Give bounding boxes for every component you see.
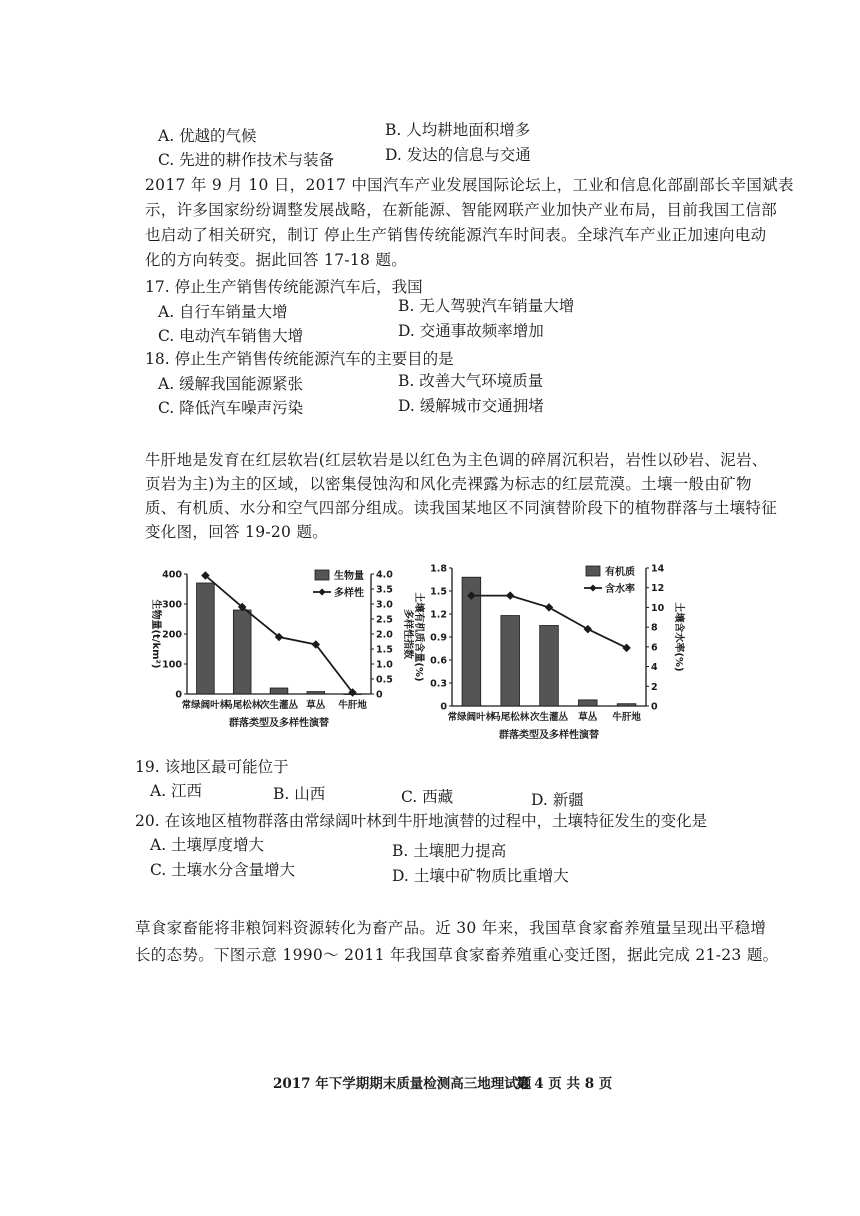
right-tick-label: 2.0 xyxy=(376,629,393,641)
right-tick-label: 14 xyxy=(651,563,665,575)
passage-line: 长的态势。下图示意 1990～ 2011 年我国草食家畜养殖重心变迁图，据此完成 21-23 题。 xyxy=(135,946,779,964)
q18-option-d: D. 缓解城市交通拥堵 xyxy=(398,397,544,415)
q16-option-a: A. 优越的气候 xyxy=(158,127,257,145)
category-label: 常绿阔叶林 xyxy=(447,712,496,723)
footer-title: 2017 年下学期期末质量检测高三地理试题 xyxy=(273,1076,532,1092)
right-tick-label: 2.5 xyxy=(376,614,393,626)
right-tick-label: 0.5 xyxy=(376,674,393,686)
bar-有机质 xyxy=(617,704,636,706)
legend-line-marker xyxy=(318,588,325,595)
q18-option-b: B. 改善大气环境质量 xyxy=(398,372,544,390)
passage-line: 草食家畜能将非粮饲料资源转化为畜产品。近 30 年来，我国草食家畜养殖量呈现出平稳增 xyxy=(135,919,767,937)
left-tick-label: 100 xyxy=(162,659,182,671)
right-tick-label: 10 xyxy=(651,602,665,614)
q16-option-d: D. 发达的信息与交通 xyxy=(385,146,531,164)
category-label: 次生灌丛 xyxy=(529,712,569,723)
q17-option-a: A. 自行车销量大增 xyxy=(158,303,288,321)
q19-option-b: B. 山西 xyxy=(273,785,326,803)
left-axis-title: 土壤有机质含量(%) xyxy=(413,592,424,682)
right-tick-label: 12 xyxy=(651,583,665,595)
right-tick-label: 0 xyxy=(651,701,658,713)
q16-option-b: B. 人均耕地面积增多 xyxy=(385,121,531,139)
right-tick-label: 1.0 xyxy=(376,659,393,671)
left-tick-label: 0 xyxy=(440,701,447,713)
bar-生物量 xyxy=(197,583,215,694)
passage-line: 变化图，回答 19-20 题。 xyxy=(145,523,329,541)
left-tick-label: 0.9 xyxy=(430,632,447,644)
biomass-diversity-chart xyxy=(145,556,413,746)
right-tick-label: 4 xyxy=(651,662,658,674)
q18-option-a: A. 缓解我国能源紧张 xyxy=(158,375,304,393)
right-tick-label: 2 xyxy=(651,681,658,693)
left-axis-title: 生物量(t/km²) xyxy=(150,599,161,669)
bar-有机质 xyxy=(578,700,597,706)
legend-bar-label: 生物量 xyxy=(334,571,364,582)
line-point-含水率 xyxy=(506,591,514,599)
q18-stem: 18. 停止生产销售传统能源汽车的主要目的是 xyxy=(145,350,454,368)
line-point-含水率 xyxy=(584,625,592,633)
q20-option-b: B. 土壤肥力提高 xyxy=(392,842,507,860)
line-point-含水率 xyxy=(545,603,553,611)
category-label: 马尾松林 xyxy=(223,700,262,711)
q17-option-c: C. 电动汽车销售大增 xyxy=(158,327,304,345)
footer-page-number: 第 4 页 共 8 页 xyxy=(516,1076,613,1092)
passage-line: 化的方向转变。据此回答 17-18 题。 xyxy=(145,251,408,269)
q19-option-a: A. 江西 xyxy=(150,782,203,800)
line-point-含水率 xyxy=(622,644,630,652)
left-tick-label: 1.8 xyxy=(430,563,447,575)
passage-line: 示，许多国家纷纷调整发展战略，在新能源、智能网联产业加快产业布局，目前我国工信部 xyxy=(145,201,778,219)
x-axis-title: 群落类型及多样性演替 xyxy=(499,730,599,741)
left-tick-label: 200 xyxy=(162,629,182,641)
right-tick-label: 0 xyxy=(376,689,383,701)
left-tick-label: 300 xyxy=(162,599,182,611)
legend-line-label: 多样性 xyxy=(334,588,364,599)
category-label: 牛肝地 xyxy=(338,700,367,711)
q18-option-c: C. 降低汽车噪声污染 xyxy=(158,399,304,417)
right-tick-label: 4.0 xyxy=(376,569,393,581)
bar-有机质 xyxy=(501,616,520,706)
q19-option-c: C. 西藏 xyxy=(401,788,454,806)
passage-line: 页岩为主)为主的区域，以密集侵蚀沟和风化壳裸露为标志的红层荒漠。土壤一般由矿物 xyxy=(145,475,752,493)
q20-option-d: D. 土壤中矿物质比重增大 xyxy=(392,867,569,885)
category-label: 次生灌丛 xyxy=(259,700,299,711)
left-tick-label: 1.2 xyxy=(430,609,447,621)
bar-生物量 xyxy=(233,610,251,694)
right-axis-title: 多样性指数 xyxy=(402,609,413,659)
soil-organic-water-chart xyxy=(408,556,683,746)
bar-生物量 xyxy=(270,688,288,694)
q16-option-c: C. 先进的耕作技术与装备 xyxy=(158,151,335,169)
left-tick-label: 0.3 xyxy=(430,678,447,690)
legend-bar-swatch xyxy=(315,570,329,580)
passage-line: 质、有机质、水分和空气四部分组成。读我国某地区不同演替阶段下的植物群落与土壤特征 xyxy=(145,499,778,517)
left-tick-label: 0.6 xyxy=(430,655,447,667)
q17-stem: 17. 停止生产销售传统能源汽车后，我国 xyxy=(145,278,423,296)
passage-line: 也启动了相关研究，制订 停止生产销售传统能源汽车时间表。全球汽车产业正加速向电动 xyxy=(145,226,767,244)
left-tick-label: 400 xyxy=(162,569,182,581)
passage-line: 牛肝地是发育在红层软岩(红层软岩是以红色为主色调的碎屑沉积岩，岩性以砂岩、泥岩、 xyxy=(145,451,768,469)
left-tick-label: 1.5 xyxy=(430,586,447,598)
left-tick-label: 0 xyxy=(175,689,182,701)
category-label: 常绿阔叶林 xyxy=(181,700,230,711)
q17-option-b: B. 无人驾驶汽车销量大增 xyxy=(398,297,575,315)
category-label: 草丛 xyxy=(306,700,326,711)
right-tick-label: 8 xyxy=(651,622,658,634)
q20-stem: 20. 在该地区植物群落由常绿阔叶林到牛肝地演替的过程中，土壤特征发生的变化是 xyxy=(135,812,708,830)
category-label: 草丛 xyxy=(578,712,598,723)
q20-option-a: A. 土壤厚度增大 xyxy=(150,836,265,854)
bar-有机质 xyxy=(540,626,559,707)
right-tick-label: 3.5 xyxy=(376,584,393,596)
legend-line-label: 含水率 xyxy=(605,584,635,595)
x-axis-title: 群落类型及多样性演替 xyxy=(229,718,329,729)
legend-bar-swatch xyxy=(586,566,600,576)
bar-生物量 xyxy=(307,692,325,694)
legend-line-marker xyxy=(589,584,596,591)
q17-option-d: D. 交通事故频率增加 xyxy=(398,322,544,340)
legend-bar-label: 有机质 xyxy=(605,567,635,578)
right-tick-label: 3.0 xyxy=(376,599,393,611)
right-tick-label: 1.5 xyxy=(376,644,393,656)
category-label: 牛肝地 xyxy=(612,712,641,723)
passage-line: 2017 年 9 月 10 日，2017 中国汽车产业发展国际论坛上，工业和信息化部副部长辛国斌表 xyxy=(145,176,794,194)
q19-stem: 19. 该地区最可能位于 xyxy=(135,758,289,776)
right-axis-title: 土壤含水率(%) xyxy=(673,602,684,672)
right-tick-label: 6 xyxy=(651,642,658,654)
category-label: 马尾松林 xyxy=(491,712,530,723)
q19-option-d: D. 新疆 xyxy=(531,791,584,809)
q20-option-c: C. 土壤水分含量增大 xyxy=(150,861,296,879)
